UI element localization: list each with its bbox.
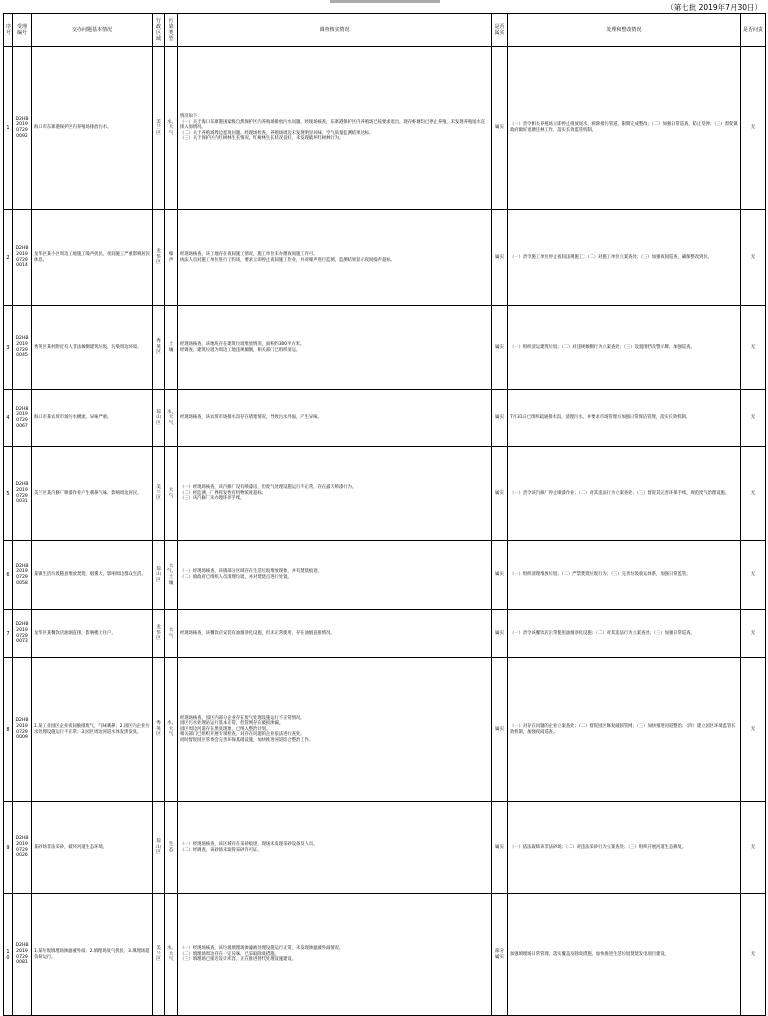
row-case-no: D2HB201907290014: [13, 210, 32, 306]
header-handling: 处理和整改情况: [508, 14, 741, 47]
investigation-paragraph: 经现场核查，该农贸市场排水沟存在堵塞情况，导致污水外溢，产生异味。: [180, 415, 322, 421]
investigation-paragraph: （三）关于保护区内红树林生长情况。红树林生长状况良好，未发现破坏红树林行为。: [180, 136, 344, 142]
row-seq: 1: [4, 47, 13, 210]
row-district: 秀英区: [153, 658, 165, 802]
row-accountability: 无: [741, 210, 766, 306]
row-accountability: 无: [741, 390, 766, 447]
table-row: [4, 658, 766, 802]
row-complaint: 秀英区某村附近有人非法倾倒建筑垃圾，污染周边环境。: [32, 306, 153, 390]
row-pollution: 水、大气: [165, 47, 178, 210]
row-handling: （一）组织清运建筑垃圾；（二）对违规倾倒行为立案查处；（三）设置围挡及警示牌，加强巡查。: [508, 306, 741, 390]
table-row: [4, 390, 766, 447]
row-investigation: [178, 210, 492, 306]
row-handling: （一）责令施工单位停止夜间违规施工；（二）对施工单位立案查处；（三）加强夜间巡查，确保整改到位。: [508, 210, 741, 306]
row-investigation: [178, 390, 492, 447]
row-pollution: 大气、土壤: [165, 541, 178, 610]
row-handling: （一）责令相关养殖场立即停止排放尾水，拆除排污管道，限期完成整改；（二）加强日常巡查，防止反弹；（三）督促镇政府做好退塘还林工作，落实长效监管机制。: [508, 47, 741, 210]
row-accountability: 无: [741, 610, 766, 658]
row-verified: 属实: [492, 210, 508, 306]
case-table: [3, 13, 766, 1016]
row-district: 琼山区: [153, 541, 165, 610]
row-pollution: 大气: [165, 610, 178, 658]
row-accountability: 无: [741, 658, 766, 802]
table-body: [4, 47, 766, 1016]
row-verified: 属实: [492, 47, 508, 210]
header-accountability: 是否问责: [741, 14, 766, 47]
investigation-paragraph: （二）关于养殖场周边恶臭问题。经现场检查，养殖场周边未发现明显异味，空气质量监测结果达标。: [180, 130, 374, 136]
row-district: 琼山区: [153, 802, 165, 894]
investigation-paragraph: （三）填埋场已接近设计库容，正在推进替代处理设施建设。: [180, 957, 297, 963]
row-case-no: D2HB201907290009: [13, 658, 32, 802]
row-seq: 6: [4, 541, 13, 610]
row-case-no: D2HB201907290081: [13, 894, 32, 1016]
row-accountability: 无: [741, 541, 766, 610]
row-complaint: 龙华区某小区周边工地施工噪声扰民，夜间施工严重影响居民休息。: [32, 210, 153, 306]
header-case-no: 受理编号: [13, 14, 32, 47]
batch-label: （第七批 2019年7月30日）: [666, 3, 762, 12]
table-header-row: [4, 14, 766, 47]
row-verified: 属实: [492, 658, 508, 802]
row-accountability: 无: [741, 306, 766, 390]
investigation-paragraph: （一）经现场核查，该区域存在采砂痕迹，现场未发现采砂设备及人员。: [180, 841, 318, 847]
row-case-no: D2HB201907290045: [13, 306, 32, 390]
row-accountability: 无: [741, 802, 766, 894]
row-investigation: [178, 894, 492, 1016]
row-verified: 属实: [492, 306, 508, 390]
investigation-paragraph: （三）该汽修厂未办理环评手续。: [180, 496, 245, 502]
clipped-title-remnant: [330, 0, 440, 3]
row-accountability: 无: [741, 47, 766, 210]
row-complaint: 1.某垃圾填埋场渗滤液外溢；2.填埋场臭气扰民；3.填埋场超负荷运行。: [32, 894, 153, 1016]
row-handling: （一）依法取缔该非法砂场；（二）对违法采砂行为立案查处；（三）组织开展河道生态修复。: [508, 802, 741, 894]
investigation-paragraph: 执法人员对施工单位进行了约谈，要求立即停止夜间施工作业，并对噪声进行监测，监测结果显示夜间噪声超标。: [180, 257, 395, 263]
row-district: 美兰区: [153, 47, 165, 210]
investigation-paragraph: 情况如下：: [180, 114, 202, 120]
row-verified: 属实: [492, 802, 508, 894]
investigation-paragraph: （一）经现场核查，该镇部分区域存在生活垃圾堆放现象，并有焚烧痕迹。: [180, 569, 322, 575]
row-pollution: 大气: [165, 447, 178, 541]
row-investigation: [178, 802, 492, 894]
investigation-paragraph: 经调查，建筑垃圾为周边工地违规倾倒，相关部门已组织清运。: [180, 347, 301, 353]
row-pollution: 水、大气: [165, 658, 178, 802]
header-verified: 是否属实: [492, 14, 508, 47]
investigation-paragraph: 园区周边河道存在黑臭现象，已纳入整治计划。: [180, 726, 271, 732]
row-handling: （一）组织清理堆放垃圾；（二）严禁焚烧垃圾行为；（三）完善垃圾收运体系，加强日常监管。: [508, 541, 741, 610]
investigation-paragraph: 经现场核查，该工地存在夜间施工情况，施工单位未办理夜间施工许可。: [180, 251, 318, 257]
investigation-paragraph: 经现场核查，园区内部分企业存在废气处理设施运行不正常情况。: [180, 715, 305, 721]
header-complaint: 交办问题基本情况: [32, 14, 153, 47]
row-seq: 5: [4, 447, 13, 541]
row-complaint: 某砂场非法采砂，破坏河道生态环境。: [32, 802, 153, 894]
row-accountability: 无: [741, 447, 766, 541]
row-seq: 10: [4, 894, 13, 1016]
investigation-paragraph: 相关部门已组织开展专项检查，对存在问题的企业依法进行查处。: [180, 732, 305, 738]
row-complaint: 龙华区某餐饮店油烟直排，影响楼上住户。: [32, 610, 153, 658]
row-complaint: 海口市某农贸市场污水横流，异味严重。: [32, 390, 153, 447]
row-handling: 7月31日已组织疏通排水沟，清理污水，并要求市场管理方加强日常保洁管理，落实长效机制。: [508, 390, 741, 447]
row-investigation: [178, 306, 492, 390]
table-row: [4, 802, 766, 894]
row-investigation: [178, 47, 492, 210]
row-seq: 8: [4, 658, 13, 802]
table-row: [4, 210, 766, 306]
row-seq: 3: [4, 306, 13, 390]
table-row: [4, 541, 766, 610]
row-district: 龙华区: [153, 610, 165, 658]
table-row: [4, 47, 766, 210]
row-pollution: 生态: [165, 802, 178, 894]
header-investigation: 调查核实情况: [178, 14, 492, 47]
row-verified: 属实: [492, 390, 508, 447]
row-handling: （一）对存在问题的企业立案查处；（二）督促园区修复破损管网；（三）加快推进河道整治；（四）建立园区环境监管长效机制，加强夜间巡查。: [508, 658, 741, 802]
row-seq: 2: [4, 210, 13, 306]
row-investigation: [178, 610, 492, 658]
header-pollution: 污染类型: [165, 14, 178, 47]
table-row: [4, 610, 766, 658]
investigation-paragraph: 同时督促园区管委会完善环保基础设施，加快推进河道综合整治工作。: [180, 737, 314, 743]
investigation-paragraph: （一）关于海口东寨港国家级自然保护区内养殖场排放污水问题。经现场核查，东寨港保护区内养殖场已按要求退出，现存虾塘均已停止养殖，未发现养殖尾水直排入海情况。: [180, 119, 486, 131]
row-case-no: D2HB201907290067: [13, 390, 32, 447]
row-pollution: 土壤: [165, 306, 178, 390]
row-seq: 4: [4, 390, 13, 447]
row-seq: 9: [4, 802, 13, 894]
row-district: 秀英区: [153, 306, 165, 390]
row-case-no: D2HB201907290026: [13, 802, 32, 894]
row-pollution: 噪声: [165, 210, 178, 306]
investigation-paragraph: （二）经调查，该砂场未取得采砂许可证。: [180, 847, 262, 853]
investigation-paragraph: 园区污水处理站运行基本正常，但管网存在破损渗漏。: [180, 721, 284, 727]
row-investigation: [178, 658, 492, 802]
investigation-paragraph: （二）镇政府已组织人员清理垃圾，并对焚烧点进行处置。: [180, 575, 292, 580]
investigation-paragraph: 经现场核查，该地块存在建筑垃圾堆放情况，面积约300平方米。: [180, 341, 305, 347]
row-handling: （一）责令该汽修厂停止喷漆作业；（二）对其违法行为立案查处；（三）督促其完善环保手续，规范废气治理设施。: [508, 447, 741, 541]
row-seq: 7: [4, 610, 13, 658]
row-pollution: 水、大气: [165, 894, 178, 1016]
row-verified: 属实: [492, 610, 508, 658]
row-handling: 加强填埋场日常管理，落实覆盖及除臭措施，加快推进生活垃圾焚烧发电项目建设。: [508, 894, 741, 1016]
table-row: [4, 447, 766, 541]
row-complaint: 海口市东寨港保护区内养殖场排放污水。: [32, 47, 153, 210]
table-row: [4, 894, 766, 1016]
row-case-no: D2HB201907290031: [13, 447, 32, 541]
investigation-paragraph: （一）经现场核查，该汽修厂设有喷漆房，但废气处理设施运行不正常，存在露天喷漆行为。: [180, 485, 357, 491]
row-case-no: D2HB201907290058: [13, 541, 32, 610]
row-pollution: 水、大气: [165, 390, 178, 447]
row-district: 龙华区: [153, 210, 165, 306]
investigation-paragraph: 经现场核查，该餐饮店安装有油烟净化设施，但未正常使用，存在油烟直排情况。: [180, 630, 335, 636]
row-complaint: 美兰区某汽修厂喷漆作业产生刺鼻气味，影响周边居民。: [32, 447, 153, 541]
investigation-paragraph: （一）经现场核查，该垃圾填埋场渗滤液处理设施运行正常，未发现渗滤液外溢情况。: [180, 946, 344, 952]
row-complaint: 1.某工业园区企业夜间偷排废气，气味刺鼻；2.园区内企业污水处理设施运行不正常；3.园区周边河道水体发黑发臭。: [32, 658, 153, 802]
row-case-no: D2HB201907290073: [13, 610, 32, 658]
row-verified: 属实: [492, 447, 508, 541]
row-case-no: D2HB201907290092: [13, 47, 32, 210]
row-district: 美兰区: [153, 447, 165, 541]
row-accountability: 无: [741, 894, 766, 1016]
row-complaint: 某镇生活垃圾随意堆放焚烧，烟雾大，影响周边群众生活。: [32, 541, 153, 610]
row-verified: 属实: [492, 541, 508, 610]
header-district: 行政区域: [153, 14, 165, 47]
row-verified: 部分属实: [492, 894, 508, 1016]
header-seq: 序号: [4, 14, 13, 47]
row-district: 琼山区: [153, 390, 165, 447]
row-investigation: [178, 541, 492, 610]
investigation-paragraph: （二）填埋场周边存在一定异味，已采取除臭措施。: [180, 951, 279, 957]
row-investigation: [178, 447, 492, 541]
row-district: 美兰区: [153, 894, 165, 1016]
row-handling: （一）责令该餐饮店正常使用油烟净化设施；（二）对其违法行为立案查处；（三）加强日常巡查。: [508, 610, 741, 658]
investigation-paragraph: （二）经监测，厂界挥发性有机物浓度超标。: [180, 490, 266, 496]
table-row: [4, 306, 766, 390]
